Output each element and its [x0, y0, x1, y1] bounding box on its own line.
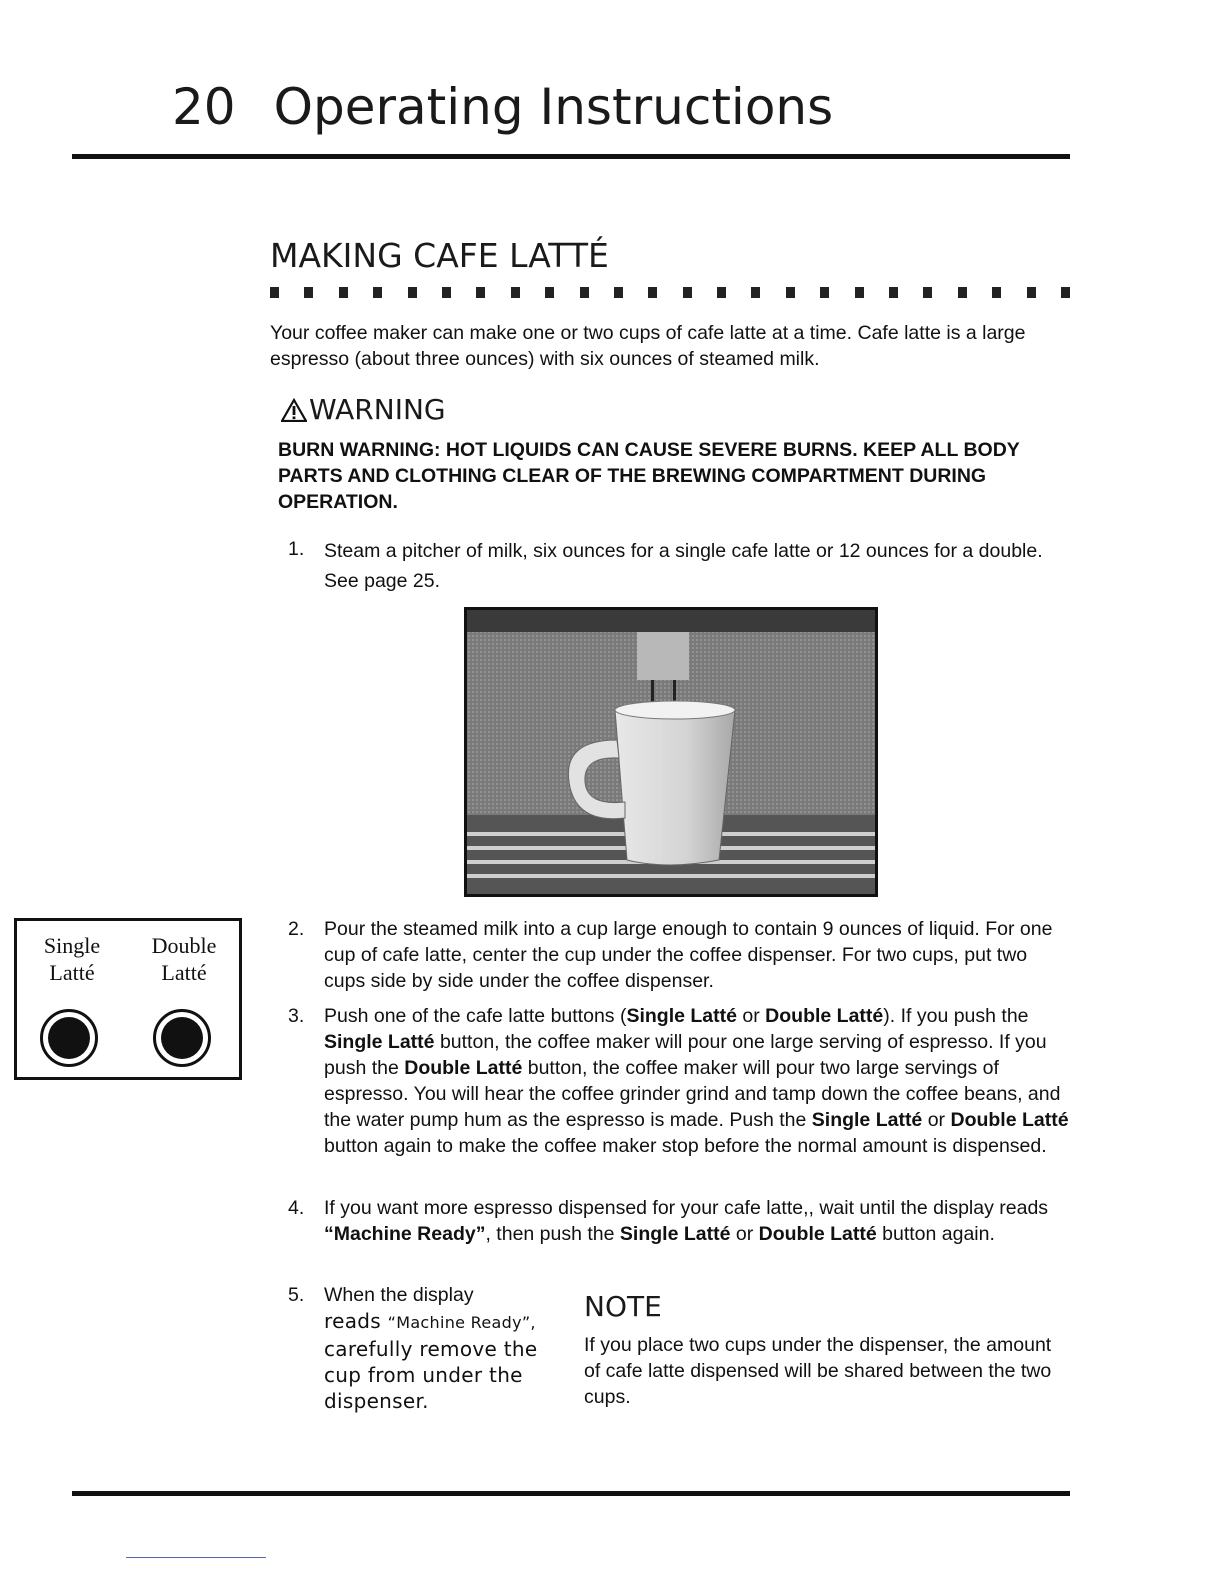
button-ref-double: Double Latté [758, 1223, 877, 1245]
step-text: button, the coffee maker will pour one large serving of espresso. If you push the [324, 1031, 1047, 1079]
section-title: MAKING CAFE LATTÉ [270, 236, 609, 275]
page-header [172, 78, 833, 136]
header-rule [72, 154, 1070, 159]
label-line: Single [43, 933, 101, 958]
display-message: “Machine Ready” [324, 1223, 486, 1245]
step-number: 4. [288, 1197, 305, 1219]
warning-triangle-icon [281, 398, 307, 422]
button-ref-double: Double Latté [765, 1005, 884, 1027]
button-ref-double: Double Latté [404, 1057, 523, 1079]
label-line: Latté [49, 960, 95, 985]
button-ref-single: Single Latté [811, 1109, 923, 1131]
label-line: Double [151, 933, 217, 958]
latte-button-panel [14, 918, 242, 1080]
button-ref-single: Single Latté [324, 1031, 435, 1053]
button-ref-single: Single Latté [619, 1223, 731, 1245]
step-text: dispenser. [324, 1389, 429, 1413]
step-text: When the display [324, 1284, 474, 1306]
footer-rule [72, 1491, 1070, 1496]
step-text: or [922, 1109, 951, 1131]
step-5 [288, 1282, 574, 1414]
step-text: Push one of the cafe latte buttons ( [324, 1005, 627, 1027]
step-text: , then push the [485, 1223, 620, 1245]
step-2 [288, 916, 1069, 994]
page-number: 20 [172, 78, 236, 136]
step-text [324, 1308, 574, 1336]
button-ref-double: Double Latté [950, 1109, 1069, 1131]
step-text: ). If you push the [883, 1005, 1029, 1027]
step-number: 1. [288, 538, 305, 560]
step-1 [288, 536, 1069, 596]
step-text: button again to make the coffee maker stop before the normal amount is dispensed. [324, 1135, 1047, 1157]
step-text: or [736, 1005, 766, 1027]
coffee-mug-illustration [467, 610, 875, 894]
button-ref-single: Single Latté [626, 1005, 737, 1027]
intro-paragraph: Your coffee maker can make one or two cups of cafe latte at a time. Cafe latte is a large espresso (about three ounces) with six ounces of steamed milk. [270, 322, 1026, 370]
display-message: “Machine Ready”, [387, 1313, 536, 1332]
step-number: 2. [288, 918, 305, 940]
double-latte-label [139, 932, 229, 986]
step-text: button again. [876, 1223, 995, 1245]
warning-heading [281, 393, 446, 426]
warning-label: WARNING [309, 393, 446, 426]
step-number: 3. [288, 1005, 305, 1027]
step-4 [288, 1195, 1069, 1247]
section-dot-divider [270, 287, 1070, 299]
step-text: button, the coffee maker will pour two large servings of espresso. You will hear the coffee grinder grind and tamp down the coffee beans, and the water pump hum as the espresso is made. Push the [324, 1057, 1061, 1131]
warning-text: BURN WARNING: HOT LIQUIDS CAN CAUSE SEVERE BURNS. KEEP ALL BODY PARTS AND CLOTHING CLEAR OF THE BREWING COMPARTMENT DURING OPERATION. [278, 439, 1020, 513]
note-heading: NOTE [584, 1290, 662, 1323]
coffee-mug-photo [464, 607, 878, 897]
step-3 [288, 1003, 1069, 1159]
note-text: If you place two cups under the dispenser, the amount of cafe latte dispensed will be shared between the two cups. [584, 1334, 1052, 1408]
footer-underline [126, 1557, 266, 1558]
double-latte-button-icon [153, 1009, 211, 1067]
step-text: If you want more espresso dispensed for your cafe latte,, wait until the display reads [324, 1197, 1049, 1219]
step-text: carefully remove the [324, 1337, 538, 1361]
step-text: cup from under the [324, 1363, 523, 1387]
step-text: or [730, 1223, 759, 1245]
label-line: Latté [161, 960, 207, 985]
single-latte-label [27, 932, 117, 986]
step-text: Pour the steamed milk into a cup large enough to contain 9 ounces of liquid. For one cup of cafe latte, center the cup under the coffee dispenser. For two cups, put two cups side by side under the coffee dispenser. [324, 918, 1053, 992]
single-latte-button-icon [40, 1009, 98, 1067]
step-text: Steam a pitcher of milk, six ounces for a single cafe latte or 12 ounces for a double. See page 25. [324, 540, 1043, 592]
step-number: 5. [288, 1284, 305, 1306]
page-title: Operating Instructions [273, 78, 834, 136]
step-text: reads [324, 1309, 388, 1333]
